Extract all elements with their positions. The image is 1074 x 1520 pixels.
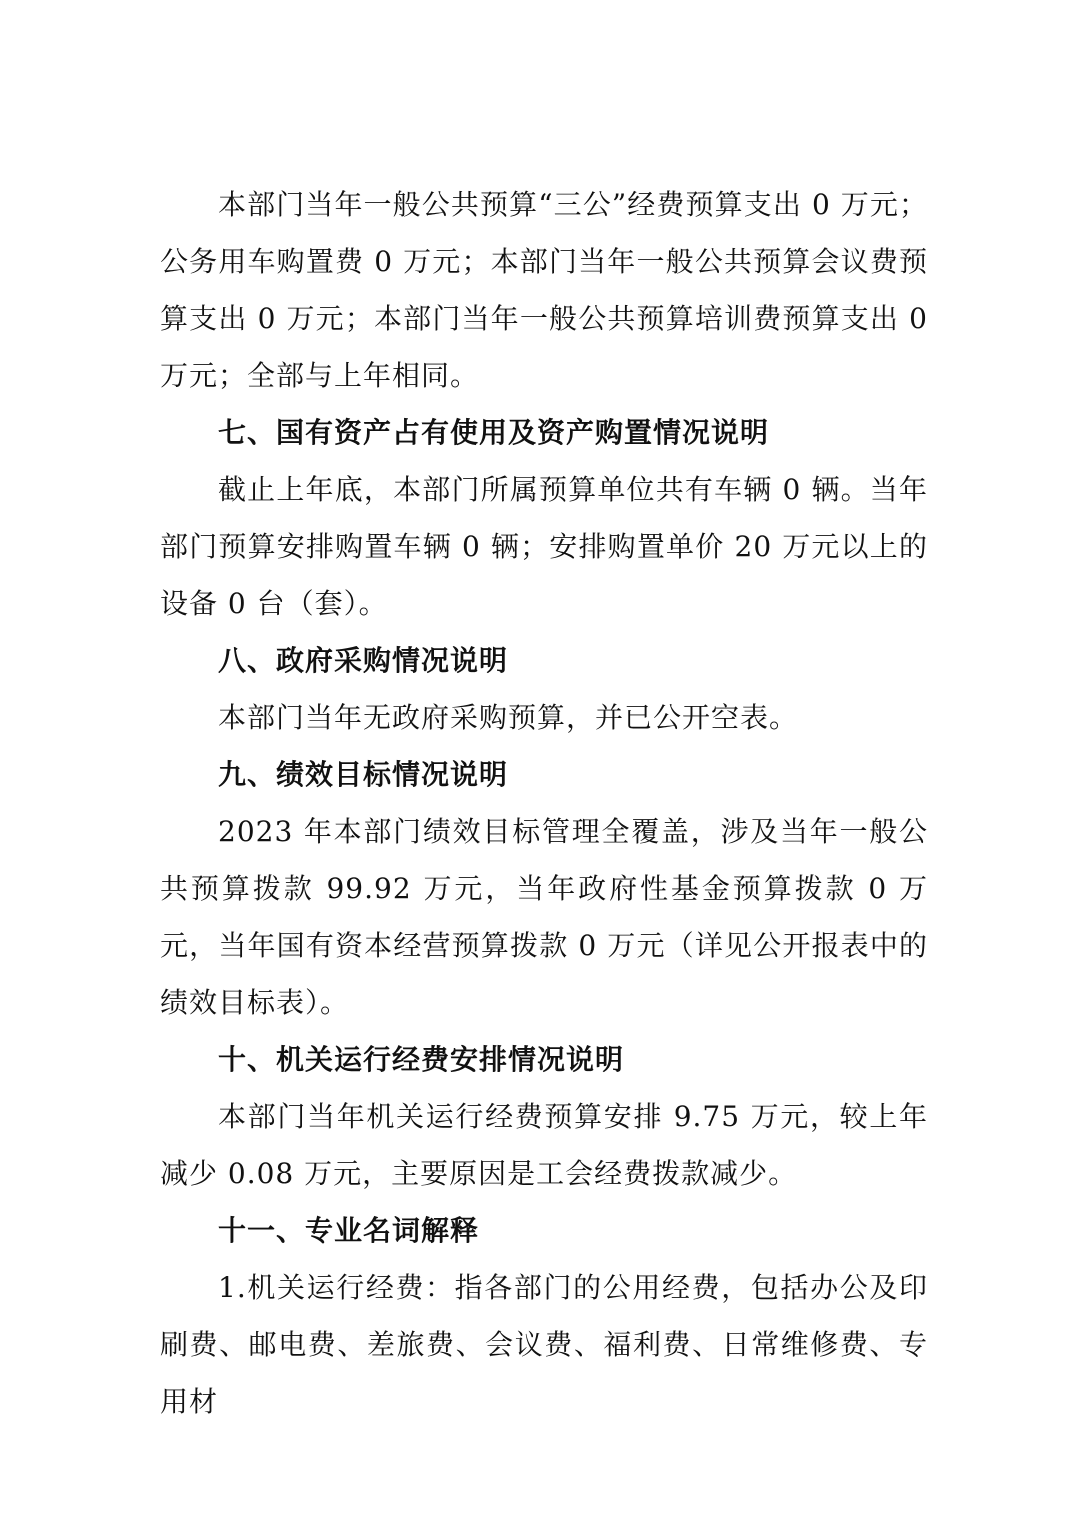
heading-state-assets: 七、国有资产占有使用及资产购置情况说明 — [218, 416, 770, 449]
document-body — [160, 176, 928, 1430]
paragraph-operating-expenses: 本部门当年机关运行经费预算安排 9.75 万元，较上年减少 0.08 万元，主要原因是工会经费拨款减少。 — [160, 1100, 928, 1190]
heading-performance-targets: 九、绩效目标情况说明 — [218, 758, 509, 791]
heading-government-procurement: 八、政府采购情况说明 — [218, 644, 509, 677]
paragraph-state-assets: 截止上年底，本部门所属预算单位共有车辆 0 辆。当年部门预算安排购置车辆 0 辆；安排购置单价 20 万元以上的设备 0 台（套）。 — [160, 473, 928, 620]
heading-terms-glossary: 十一、专业名词解释 — [218, 1214, 480, 1247]
paragraph-government-procurement: 本部门当年无政府采购预算，并已公开空表。 — [218, 701, 799, 734]
heading-operating-expenses: 十、机关运行经费安排情况说明 — [218, 1043, 625, 1076]
paragraph-sangong-expenses: 本部门当年一般公共预算“三公”经费预算支出 0 万元；公务用车购置费 0 万元；本部门当年一般公共预算会议费预算支出 0 万元；本部门当年一般公共预算培训费预算支出 0 万元；全部与上年相同。 — [160, 188, 928, 392]
paragraph-performance-targets: 2023 年本部门绩效目标管理全覆盖，涉及当年一般公共预算拨款 99.92 万元，当年政府性基金预算拨款 0 万元，当年国有资本经营预算拨款 0 万元（详见公开报表中的绩效目标表）。 — [160, 815, 928, 1019]
paragraph-term-operating-expenses: 1.机关运行经费：指各部门的公用经费，包括办公及印刷费、邮电费、差旅费、会议费、福利费、日常维修费、专用材 — [160, 1271, 928, 1418]
